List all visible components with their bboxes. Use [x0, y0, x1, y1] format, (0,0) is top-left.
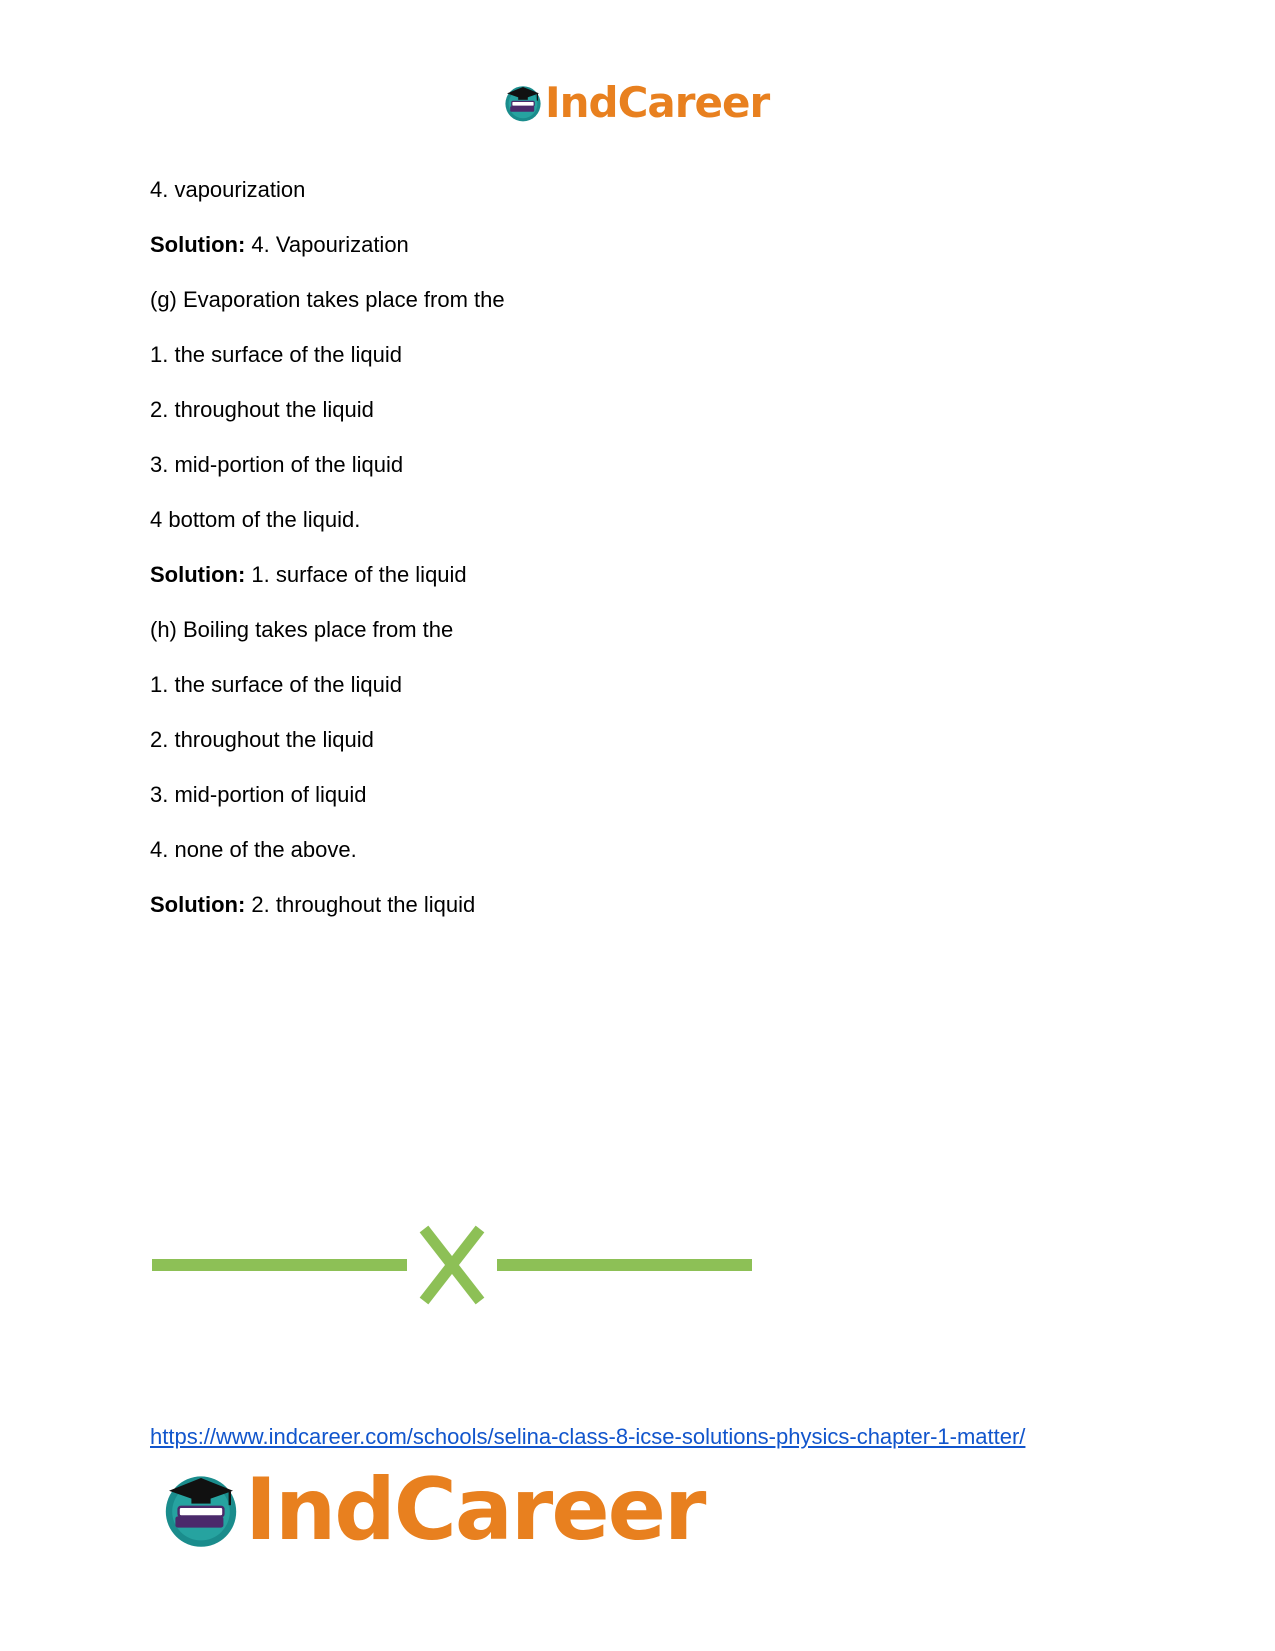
solution-line: Solution: 2. throughout the liquid: [150, 892, 476, 917]
option-line: 1. the surface of the liquid: [150, 342, 402, 367]
question-line: (g) Evaporation takes place from the: [150, 287, 505, 312]
option-line: 3. mid-portion of the liquid: [150, 452, 404, 477]
option-line: 1. the surface of the liquid: [150, 672, 402, 697]
option-line: 2. throughout the liquid: [150, 397, 374, 422]
solution-label: Solution:: [150, 232, 246, 257]
solution-label: Solution:: [150, 562, 246, 587]
option-line: 3. mid-portion of liquid: [150, 782, 367, 807]
x-divider-icon: [152, 1225, 752, 1305]
document-body: [150, 177, 1150, 947]
header-logo-text: IndCareer: [545, 78, 770, 127]
footer-logo: [161, 1460, 705, 1560]
footer-logo-text: IndCareer: [245, 1460, 705, 1560]
option-line: 4. vapourization: [150, 177, 306, 202]
graduation-cap-books-icon: [161, 1470, 241, 1550]
option-line: 4. none of the above.: [150, 837, 357, 862]
solution-line: Solution: 1. surface of the liquid: [150, 562, 467, 587]
graduation-cap-books-icon: [503, 83, 543, 123]
header-logo: [503, 78, 769, 128]
option-line: 2. throughout the liquid: [150, 727, 374, 752]
question-line: (h) Boiling takes place from the: [150, 617, 454, 642]
source-url-link[interactable]: https://www.indcareer.com/schools/selina-class-8-icse-solutions-physics-chapter-1-matter/: [150, 1424, 1026, 1449]
solution-label: Solution:: [150, 892, 246, 917]
solution-line: Solution: 4. Vapourization: [150, 232, 409, 257]
option-line: 4 bottom of the liquid.: [150, 507, 361, 532]
